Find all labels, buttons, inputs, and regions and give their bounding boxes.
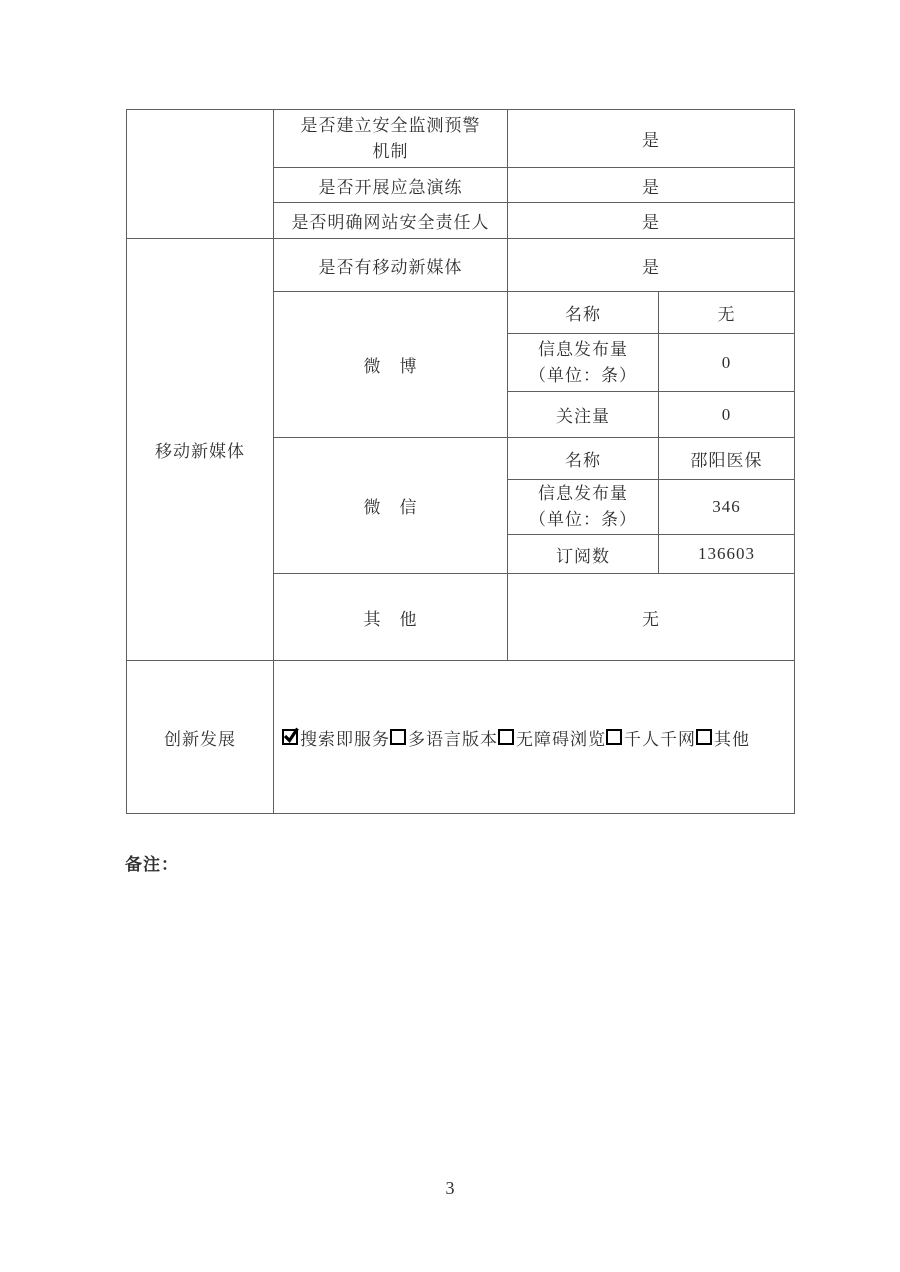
security-answer-monitoring: 是 — [508, 110, 795, 168]
table-row — [127, 239, 795, 292]
weibo-name-value: 无 — [659, 292, 795, 334]
wechat-name-label: 名称 — [508, 438, 659, 480]
option-label: 搜索即服务 — [300, 729, 390, 749]
security-answer-drill: 是 — [508, 168, 795, 203]
option-label: 无障碍浏览 — [516, 729, 606, 749]
option-label: 多语言版本 — [408, 729, 498, 749]
wechat-publications-label: 信息发布量 （单位：条） — [508, 480, 659, 535]
weibo-followers-value: 0 — [659, 392, 795, 438]
checkbox-icon — [606, 729, 622, 745]
weibo-publications-label: 信息发布量 （单位：条） — [508, 334, 659, 392]
security-question-monitoring: 是否建立安全监测预警 机制 — [274, 110, 508, 168]
option-search-as-service — [282, 725, 390, 750]
innovation-options-line — [278, 725, 790, 750]
security-answer-responsible: 是 — [508, 203, 795, 239]
wechat-subscribers-value: 136603 — [659, 535, 795, 574]
security-question-responsible: 是否明确网站安全责任人 — [274, 203, 508, 239]
table-row — [127, 110, 795, 168]
option-label: 千人千网 — [624, 729, 696, 749]
security-question-drill: 是否开展应急演练 — [274, 168, 508, 203]
checkbox-icon — [696, 729, 712, 745]
notes-label: 备注： — [125, 855, 179, 874]
has-mobile-media-answer: 是 — [508, 239, 795, 292]
weibo-followers-label: 关注量 — [508, 392, 659, 438]
wechat-name-value: 邵阳医保 — [659, 438, 795, 480]
checkbox-icon — [390, 729, 406, 745]
other-media-value: 无 — [508, 574, 795, 661]
weibo-name-label: 名称 — [508, 292, 659, 334]
checkbox-icon — [498, 729, 514, 745]
option-other — [696, 725, 750, 750]
option-personalized — [606, 725, 696, 750]
weibo-cell: 微 博 — [274, 292, 508, 438]
wechat-publications-value: 346 — [659, 480, 795, 535]
weibo-publications-value: 0 — [659, 334, 795, 392]
option-label: 其他 — [714, 729, 750, 749]
table-row — [127, 661, 795, 814]
has-mobile-media-question: 是否有移动新媒体 — [274, 239, 508, 292]
security-category-cell — [127, 110, 274, 239]
page-number: 3 — [445, 1178, 455, 1198]
annual-report-table — [126, 109, 795, 814]
innovation-category-cell: 创新发展 — [127, 661, 274, 814]
other-media-cell: 其 他 — [274, 574, 508, 661]
checkbox-icon — [282, 729, 298, 745]
option-accessibility — [498, 725, 606, 750]
option-multilingual — [390, 725, 498, 750]
wechat-cell: 微 信 — [274, 438, 508, 574]
mobile-media-category-cell: 移动新媒体 — [127, 239, 274, 661]
innovation-options-cell — [274, 661, 795, 814]
wechat-subscribers-label: 订阅数 — [508, 535, 659, 574]
